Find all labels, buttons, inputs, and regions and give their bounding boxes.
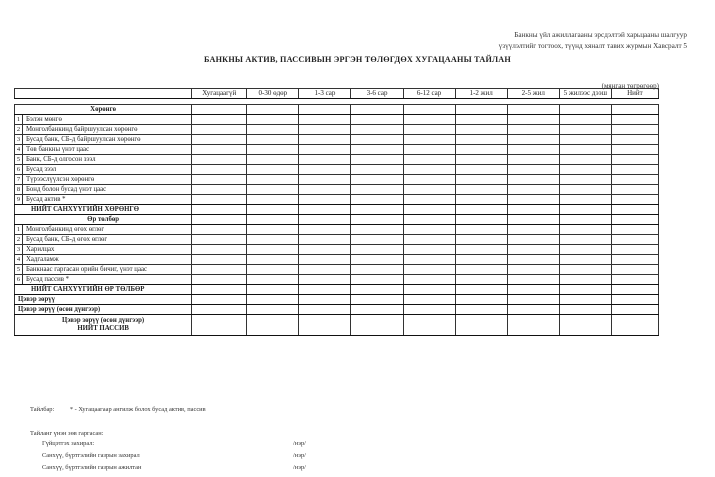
- value-cell[interactable]: [192, 305, 247, 315]
- value-cell[interactable]: [351, 275, 403, 285]
- value-cell[interactable]: [299, 305, 351, 315]
- value-cell[interactable]: [507, 115, 559, 125]
- liabilities-row: [15, 235, 659, 245]
- row-label: Бэлэн мөнгө: [23, 115, 192, 125]
- value-cell[interactable]: [559, 135, 611, 145]
- value-cell[interactable]: [247, 145, 299, 155]
- assets-row: [15, 155, 659, 165]
- value-cell[interactable]: [192, 245, 247, 255]
- column-header: 6-12 сар: [403, 89, 455, 99]
- value-cell[interactable]: [559, 315, 611, 336]
- value-cell[interactable]: [559, 145, 611, 155]
- value-cell[interactable]: [192, 225, 247, 235]
- assets-row: [15, 195, 659, 205]
- value-cell[interactable]: [507, 255, 559, 265]
- value-cell[interactable]: [351, 165, 403, 175]
- value-cell[interactable]: [299, 205, 351, 215]
- value-cell[interactable]: [403, 305, 455, 315]
- column-header: 1-3 сар: [299, 89, 351, 99]
- assets-row: [15, 145, 659, 155]
- value-cell[interactable]: [299, 135, 351, 145]
- liabilities-total-row: [15, 285, 659, 295]
- value-cell[interactable]: [455, 105, 507, 115]
- signature-role: Санхүү, бүртгэлийн газрын захирал: [42, 452, 140, 459]
- value-cell[interactable]: [192, 195, 247, 205]
- row-label: Түрээслүүлсэн хөрөнгө: [23, 175, 192, 185]
- cumulative-gap-row: [15, 305, 659, 315]
- value-cell[interactable]: [455, 295, 507, 305]
- value-cell[interactable]: [192, 185, 247, 195]
- value-cell[interactable]: [192, 265, 247, 275]
- value-cell[interactable]: [611, 105, 658, 115]
- value-cell[interactable]: [299, 255, 351, 265]
- value-cell[interactable]: [507, 165, 559, 175]
- value-cell[interactable]: [351, 205, 403, 215]
- signature-heading: Тайланг үнэн зөв гаргасан:: [30, 430, 104, 437]
- row-label: Бусад банк, СБ-д байршуулсан хөрөнгө: [23, 135, 192, 145]
- value-cell[interactable]: [247, 235, 299, 245]
- value-cell[interactable]: [455, 235, 507, 245]
- value-cell[interactable]: [403, 195, 455, 205]
- value-cell[interactable]: [192, 215, 247, 225]
- liabilities-total-label: НИЙТ САНХҮҮГИЙН ӨР ТӨЛБӨР: [15, 285, 192, 295]
- value-cell[interactable]: [403, 155, 455, 165]
- row-number: 8: [15, 185, 23, 195]
- value-cell[interactable]: [247, 315, 299, 336]
- value-cell[interactable]: [403, 185, 455, 195]
- header-note-line2: үзүүлэлтийг тогтоох, түүнд хяналт тавих журмын Хавсралт 5: [498, 42, 687, 50]
- value-cell[interactable]: [611, 245, 658, 255]
- value-cell[interactable]: [192, 255, 247, 265]
- value-cell[interactable]: [611, 255, 658, 265]
- value-cell[interactable]: [611, 165, 658, 175]
- value-cell[interactable]: [455, 125, 507, 135]
- value-cell[interactable]: [611, 185, 658, 195]
- value-cell[interactable]: [247, 255, 299, 265]
- column-header: 1-2 жил: [455, 89, 507, 99]
- net-gap-label: Цэвэр зөрүү: [15, 295, 192, 305]
- value-cell[interactable]: [455, 195, 507, 205]
- value-cell[interactable]: [455, 225, 507, 235]
- footnote-label: Тайлбар:: [30, 406, 55, 413]
- value-cell[interactable]: [351, 145, 403, 155]
- value-cell[interactable]: [299, 275, 351, 285]
- value-cell[interactable]: [403, 165, 455, 175]
- row-number: 5: [15, 155, 23, 165]
- value-cell[interactable]: [351, 285, 403, 295]
- value-cell[interactable]: [403, 105, 455, 115]
- value-cell[interactable]: [351, 255, 403, 265]
- row-number: 6: [15, 275, 23, 285]
- value-cell[interactable]: [611, 175, 658, 185]
- value-cell[interactable]: [611, 305, 658, 315]
- value-cell[interactable]: [192, 155, 247, 165]
- value-cell[interactable]: [507, 195, 559, 205]
- liabilities-row: [15, 275, 659, 285]
- row-number: 3: [15, 245, 23, 255]
- assets-row: [15, 125, 659, 135]
- value-cell[interactable]: [507, 215, 559, 225]
- value-cell[interactable]: [403, 175, 455, 185]
- header-note: [499, 30, 687, 52]
- signature-name: /нэр/: [293, 452, 306, 459]
- value-cell[interactable]: [192, 125, 247, 135]
- row-label: Бусад банк, СБ-д өгөх өглөг: [23, 235, 192, 245]
- value-cell[interactable]: [299, 145, 351, 155]
- row-number: 9: [15, 195, 23, 205]
- value-cell[interactable]: [299, 235, 351, 245]
- value-cell[interactable]: [611, 195, 658, 205]
- value-cell[interactable]: [192, 145, 247, 155]
- value-cell[interactable]: [403, 275, 455, 285]
- value-cell[interactable]: [192, 315, 247, 336]
- value-cell[interactable]: [507, 145, 559, 155]
- value-cell[interactable]: [507, 225, 559, 235]
- value-cell[interactable]: [351, 305, 403, 315]
- row-label: Төв банкны үнэт цаас: [23, 145, 192, 155]
- cumulative-gap-label: Цэвэр зөрүү (өсөн дүнгээр): [15, 305, 192, 315]
- row-label: Банкнаас гаргасан орийн бичиг, үнэт цаас: [23, 265, 192, 275]
- value-cell[interactable]: [559, 185, 611, 195]
- value-cell[interactable]: [247, 205, 299, 215]
- value-cell[interactable]: [403, 205, 455, 215]
- value-cell[interactable]: [192, 115, 247, 125]
- value-cell[interactable]: [507, 105, 559, 115]
- value-cell[interactable]: [559, 175, 611, 185]
- value-cell[interactable]: [455, 255, 507, 265]
- value-cell[interactable]: [455, 245, 507, 255]
- value-cell[interactable]: [247, 215, 299, 225]
- row-label: Бусад пассив *: [23, 275, 192, 285]
- value-cell[interactable]: [611, 215, 658, 225]
- value-cell[interactable]: [455, 215, 507, 225]
- assets-row: [15, 175, 659, 185]
- value-cell[interactable]: [507, 315, 559, 336]
- row-number: 1: [15, 225, 23, 235]
- value-cell[interactable]: [611, 145, 658, 155]
- row-label: Банк, СБ-д олгосон зээл: [23, 155, 192, 165]
- liabilities-row: [15, 265, 659, 275]
- row-label: Монголбанкинд өгөх өглөг: [23, 225, 192, 235]
- assets-section-label: Хөрөнгө: [15, 105, 192, 115]
- footnote-text: * - Хугацаагаар ангилж болох бусад актив, пассив: [69, 406, 206, 413]
- value-cell[interactable]: [403, 265, 455, 275]
- value-cell[interactable]: [247, 195, 299, 205]
- value-cell[interactable]: [455, 155, 507, 165]
- value-cell[interactable]: [351, 195, 403, 205]
- value-cell[interactable]: [611, 275, 658, 285]
- row-label: Хадгаламж: [23, 255, 192, 265]
- value-cell[interactable]: [611, 295, 658, 305]
- assets-row: [15, 185, 659, 195]
- value-cell[interactable]: [299, 295, 351, 305]
- liabilities-row: [15, 245, 659, 255]
- value-cell[interactable]: [455, 115, 507, 125]
- final-label-line2: НИЙТ ПАССИВ: [77, 325, 129, 332]
- value-cell[interactable]: [247, 245, 299, 255]
- final-label: [15, 315, 192, 336]
- value-cell[interactable]: [559, 275, 611, 285]
- value-cell[interactable]: [351, 155, 403, 165]
- value-cell[interactable]: [351, 315, 403, 336]
- value-cell[interactable]: [455, 305, 507, 315]
- column-header: Нийт: [611, 89, 658, 99]
- column-header: 5 жилээс дээш: [559, 89, 611, 99]
- signature-name: /нэр/: [293, 464, 306, 471]
- value-cell[interactable]: [455, 205, 507, 215]
- row-number: 3: [15, 135, 23, 145]
- value-cell[interactable]: [455, 315, 507, 336]
- row-number: 2: [15, 125, 23, 135]
- assets-total-row: [15, 205, 659, 215]
- row-label: Харилцах: [23, 245, 192, 255]
- column-header-row: [15, 89, 659, 99]
- value-cell[interactable]: [403, 225, 455, 235]
- value-cell[interactable]: [455, 285, 507, 295]
- value-cell[interactable]: [559, 205, 611, 215]
- value-cell[interactable]: [507, 275, 559, 285]
- value-cell[interactable]: [247, 285, 299, 295]
- row-number: 4: [15, 255, 23, 265]
- value-cell[interactable]: [192, 285, 247, 295]
- value-cell[interactable]: [403, 295, 455, 305]
- value-cell[interactable]: [611, 265, 658, 275]
- value-cell[interactable]: [403, 285, 455, 295]
- value-cell[interactable]: [611, 235, 658, 245]
- row-number: 1: [15, 115, 23, 125]
- value-cell[interactable]: [559, 265, 611, 275]
- value-cell[interactable]: [403, 315, 455, 336]
- value-cell[interactable]: [559, 155, 611, 165]
- value-cell[interactable]: [351, 125, 403, 135]
- value-cell[interactable]: [455, 275, 507, 285]
- value-cell[interactable]: [351, 185, 403, 195]
- signature-role: Гүйцэтгэх захирал:: [42, 440, 95, 447]
- value-cell[interactable]: [299, 195, 351, 205]
- value-cell[interactable]: [403, 215, 455, 225]
- value-cell[interactable]: [559, 165, 611, 175]
- value-cell[interactable]: [351, 295, 403, 305]
- value-cell[interactable]: [507, 175, 559, 185]
- report-table: [14, 88, 659, 336]
- header-blank-cell: [15, 89, 192, 99]
- value-cell[interactable]: [247, 275, 299, 285]
- value-cell[interactable]: [247, 305, 299, 315]
- value-cell[interactable]: [351, 235, 403, 245]
- value-cell[interactable]: [403, 115, 455, 125]
- value-cell[interactable]: [299, 105, 351, 115]
- final-label-line1: Цэвэр зөрүү (өсөн дүнгээр): [62, 317, 145, 324]
- value-cell[interactable]: [559, 125, 611, 135]
- value-cell[interactable]: [299, 165, 351, 175]
- value-cell[interactable]: [351, 215, 403, 225]
- row-label: Монголбанкинд байршуулсан хөрөнгө: [23, 125, 192, 135]
- value-cell[interactable]: [299, 115, 351, 125]
- value-cell[interactable]: [403, 235, 455, 245]
- value-cell[interactable]: [403, 125, 455, 135]
- value-cell[interactable]: [559, 115, 611, 125]
- value-cell[interactable]: [299, 265, 351, 275]
- value-cell[interactable]: [247, 135, 299, 145]
- assets-row: [15, 115, 659, 125]
- header-note-line1: Банкны үйл ажиллагааны эрсдэлтэй харьцааны шалгуур: [514, 31, 687, 39]
- value-cell[interactable]: [247, 105, 299, 115]
- value-cell[interactable]: [559, 285, 611, 295]
- value-cell[interactable]: [192, 295, 247, 305]
- value-cell[interactable]: [455, 265, 507, 275]
- value-cell[interactable]: [559, 235, 611, 245]
- assets-total-label: НИЙТ САНХҮҮГИЙН ХӨРӨНГӨ: [15, 205, 192, 215]
- liabilities-section-label: Өр төлбөр: [15, 215, 192, 225]
- net-gap-row: [15, 295, 659, 305]
- row-number: 4: [15, 145, 23, 155]
- footnote: [30, 406, 206, 413]
- column-header: 3-6 сар: [351, 89, 403, 99]
- value-cell[interactable]: [351, 105, 403, 115]
- value-cell[interactable]: [455, 185, 507, 195]
- value-cell[interactable]: [403, 255, 455, 265]
- column-header: Хугацаагүй: [192, 89, 247, 99]
- value-cell[interactable]: [559, 225, 611, 235]
- value-cell[interactable]: [247, 125, 299, 135]
- assets-row: [15, 135, 659, 145]
- value-cell[interactable]: [299, 315, 351, 336]
- value-cell[interactable]: [351, 225, 403, 235]
- value-cell[interactable]: [192, 105, 247, 115]
- row-number: 7: [15, 175, 23, 185]
- value-cell[interactable]: [455, 165, 507, 175]
- value-cell[interactable]: [247, 185, 299, 195]
- value-cell[interactable]: [559, 305, 611, 315]
- signature-role: Санхүү, бүртгэлийн газрын ажилтан: [42, 464, 142, 471]
- value-cell[interactable]: [299, 155, 351, 165]
- value-cell[interactable]: [351, 135, 403, 145]
- value-cell[interactable]: [611, 135, 658, 145]
- value-cell[interactable]: [507, 265, 559, 275]
- column-header: 0-30 өдөр: [247, 89, 299, 99]
- value-cell[interactable]: [192, 165, 247, 175]
- value-cell[interactable]: [507, 285, 559, 295]
- value-cell[interactable]: [507, 185, 559, 195]
- value-cell[interactable]: [611, 155, 658, 165]
- liabilities-row: [15, 225, 659, 235]
- value-cell[interactable]: [192, 235, 247, 245]
- value-cell[interactable]: [299, 285, 351, 295]
- value-cell[interactable]: [299, 175, 351, 185]
- value-cell[interactable]: [299, 215, 351, 225]
- value-cell[interactable]: [403, 145, 455, 155]
- value-cell[interactable]: [507, 235, 559, 245]
- value-cell[interactable]: [611, 115, 658, 125]
- row-label: Бонд болон бусад үнэт цаас: [23, 185, 192, 195]
- value-cell[interactable]: [351, 115, 403, 125]
- value-cell[interactable]: [299, 225, 351, 235]
- value-cell[interactable]: [455, 145, 507, 155]
- value-cell[interactable]: [559, 215, 611, 225]
- value-cell[interactable]: [192, 175, 247, 185]
- row-number: 5: [15, 265, 23, 275]
- value-cell[interactable]: [507, 245, 559, 255]
- value-cell[interactable]: [611, 125, 658, 135]
- value-cell[interactable]: [611, 205, 658, 215]
- value-cell[interactable]: [192, 205, 247, 215]
- value-cell[interactable]: [559, 245, 611, 255]
- assets-row: [15, 165, 659, 175]
- value-cell[interactable]: [611, 285, 658, 295]
- value-cell[interactable]: [611, 225, 658, 235]
- value-cell[interactable]: [559, 105, 611, 115]
- value-cell[interactable]: [611, 315, 658, 336]
- value-cell[interactable]: [403, 245, 455, 255]
- value-cell[interactable]: [247, 225, 299, 235]
- value-cell[interactable]: [192, 275, 247, 285]
- value-cell[interactable]: [247, 295, 299, 305]
- value-cell[interactable]: [351, 265, 403, 275]
- value-cell[interactable]: [507, 205, 559, 215]
- value-cell[interactable]: [351, 245, 403, 255]
- column-header: 2-5 жил: [507, 89, 559, 99]
- value-cell[interactable]: [247, 265, 299, 275]
- value-cell[interactable]: [559, 195, 611, 205]
- row-number: 6: [15, 165, 23, 175]
- value-cell[interactable]: [299, 185, 351, 195]
- value-cell[interactable]: [559, 295, 611, 305]
- final-row: [15, 315, 659, 336]
- value-cell[interactable]: [299, 245, 351, 255]
- value-cell[interactable]: [403, 135, 455, 145]
- row-number: 2: [15, 235, 23, 245]
- value-cell[interactable]: [247, 115, 299, 125]
- liabilities-section-row: [15, 215, 659, 225]
- value-cell[interactable]: [507, 305, 559, 315]
- row-label: Бусад актив *: [23, 195, 192, 205]
- value-cell[interactable]: [507, 135, 559, 145]
- value-cell[interactable]: [247, 155, 299, 165]
- page-title: БАНКНЫ АКТИВ, ПАССИВЫН ЭРГЭН ТӨЛӨГДӨХ ХУГАЦААНЫ ТАЙЛАН: [204, 55, 511, 64]
- row-label: Бусад зээл: [23, 165, 192, 175]
- value-cell[interactable]: [507, 125, 559, 135]
- assets-section-row: [15, 105, 659, 115]
- value-cell[interactable]: [559, 255, 611, 265]
- value-cell[interactable]: [507, 295, 559, 305]
- signature-name: /нэр/: [293, 440, 306, 447]
- liabilities-row: [15, 255, 659, 265]
- value-cell[interactable]: [455, 135, 507, 145]
- value-cell[interactable]: [299, 125, 351, 135]
- unit-label: (мянган төгрөгөөр): [601, 82, 659, 90]
- value-cell[interactable]: [247, 165, 299, 175]
- value-cell[interactable]: [247, 175, 299, 185]
- value-cell[interactable]: [455, 175, 507, 185]
- value-cell[interactable]: [351, 175, 403, 185]
- value-cell[interactable]: [507, 155, 559, 165]
- value-cell[interactable]: [192, 135, 247, 145]
